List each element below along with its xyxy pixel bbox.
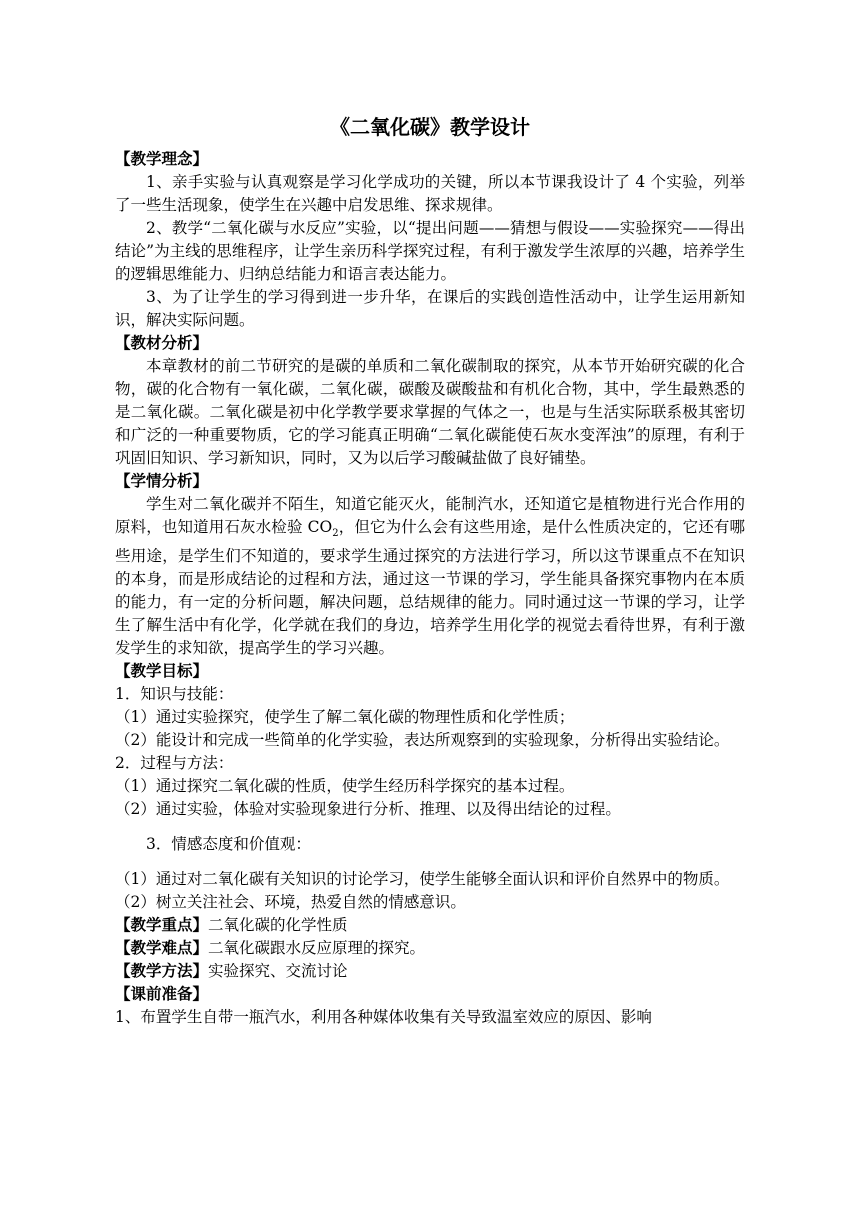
students-text-b: ，但它为什么会有这些用途，是什么性质决定的，它还有哪些用途，是学生们不知道的，要求学生通过探究的方法进行学习，所以这节课重点不在知识的本身，而是形成结论的过程和方法，通过这一节课的学习，学生能具备探究事物内在本质的能力，有一定的分析问题，解决问题，总结规律的能力。同时通过这一节课的学习，让学生了解生活中有化学，化学就在我们的身边，培养学生用化学的视觉去看待世界，有利于激发学生的求知欲，提高学生的学习兴趣。 [115, 518, 745, 658]
document-title: 《二氧化碳》教学设计 [330, 115, 530, 139]
document-page [115, 110, 745, 1029]
goal-1-item-2: （2）能设计和完成一些简单的化学实验，表达所观察到的实验现象，分析得出实验结论。 [115, 731, 730, 750]
spacer [115, 821, 745, 833]
material-paragraph: 本章教材的前二节研究的是碳的单质和二氧化碳制取的探究，从本节开始研究碳的化合物，碳的化合物有一氧化碳，二氧化碳，碳酸及碳酸盐和有机化合物，其中，学生最熟悉的是二氧化碳。二氧化碳是初中化学教学要求掌握的气体之一，也是与生活实际联系极其密切和广泛的一种重要物质，它的学习能真正明确“二氧化碳能使石灰水变浑浊”的原理，有利于巩固旧知识、学习新知识，同时，又为以后学习酸碱盐做了良好铺垫。 [115, 357, 745, 467]
goal-1-item-1: （1）通过实验探究，使学生了解二氧化碳的物理性质和化学性质； [115, 708, 575, 727]
difficulty-line [115, 937, 745, 960]
philosophy-paragraph-2: 2、教学“二氧化碳与水反应”实验，以“提出问题——猜想与假设——实验探究——得出结论”为主线的思维程序，让学生亲历科学探究过程，有利于激发学生浓厚的兴趣，培养学生的逻辑思维能力、归纳总结能力和语言表达能力。 [115, 219, 745, 283]
goal-3-item-1: （1）通过对二氧化碳有关知识的讨论学习，使学生能够全面认识和评价自然界中的物质。 [115, 870, 730, 889]
goal-2-item-1: （1）通过探究二氧化碳的性质，使学生经历科学探究的基本过程。 [115, 777, 575, 796]
heading-difficulty: 【教学难点】 [115, 939, 209, 958]
philosophy-paragraph-1: 1、亲手实验与认真观察是学习化学成功的关键，所以本节课我设计了 4 个实验，列举了一些生活现象，使学生在兴趣中启发思维、探求规律。 [115, 173, 745, 214]
heading-prep: 【课前准备】 [115, 985, 209, 1004]
heading-material: 【教材分析】 [115, 334, 209, 352]
goal-3-item-2: （2）树立关注社会、环境，热爱自然的情感意识。 [115, 893, 466, 912]
spacer [115, 856, 745, 868]
goal-1-title: 1．知识与技能： [115, 685, 234, 704]
key-point-text: 二氧化碳的化学性质 [208, 916, 348, 935]
goal-2-item-2: （2）通过实验，体验对实验现象进行分析、推理、以及得出结论的过程。 [115, 800, 621, 819]
method-text: 实验探究、交流讨论 [208, 962, 348, 981]
students-text-a: 学生对二氧化碳并不陌生，知道它能灭火，能制汽水，还知道它是植物进行光合作用的原料，也知道用石灰水检验 CO [115, 495, 745, 536]
goal-3-title: 3．情感态度和价值观： [146, 835, 311, 854]
heading-philosophy: 【教学理念】 [115, 150, 209, 168]
goal-2-title: 2．过程与方法： [115, 754, 234, 773]
method-line [115, 960, 745, 983]
prep-line-1: 1、布置学生自带一瓶汽水，利用各种媒体收集有关导致温室效应的原因、影响 [115, 1008, 652, 1027]
heading-goals: 【教学目标】 [115, 662, 209, 681]
heading-method: 【教学方法】 [115, 962, 209, 981]
philosophy-paragraph-3: 3、为了让学生的学习得到进一步升华，在课后的实践创造性活动中，让学生运用新知识，解决实际问题。 [115, 288, 745, 329]
heading-students: 【学情分析】 [115, 472, 209, 490]
students-paragraph [115, 493, 745, 660]
co2-subscript: 2 [332, 528, 339, 540]
difficulty-text: 二氧化碳跟水反应原理的探究。 [208, 939, 426, 958]
heading-key-point: 【教学重点】 [115, 916, 209, 935]
key-point-line [115, 914, 745, 937]
